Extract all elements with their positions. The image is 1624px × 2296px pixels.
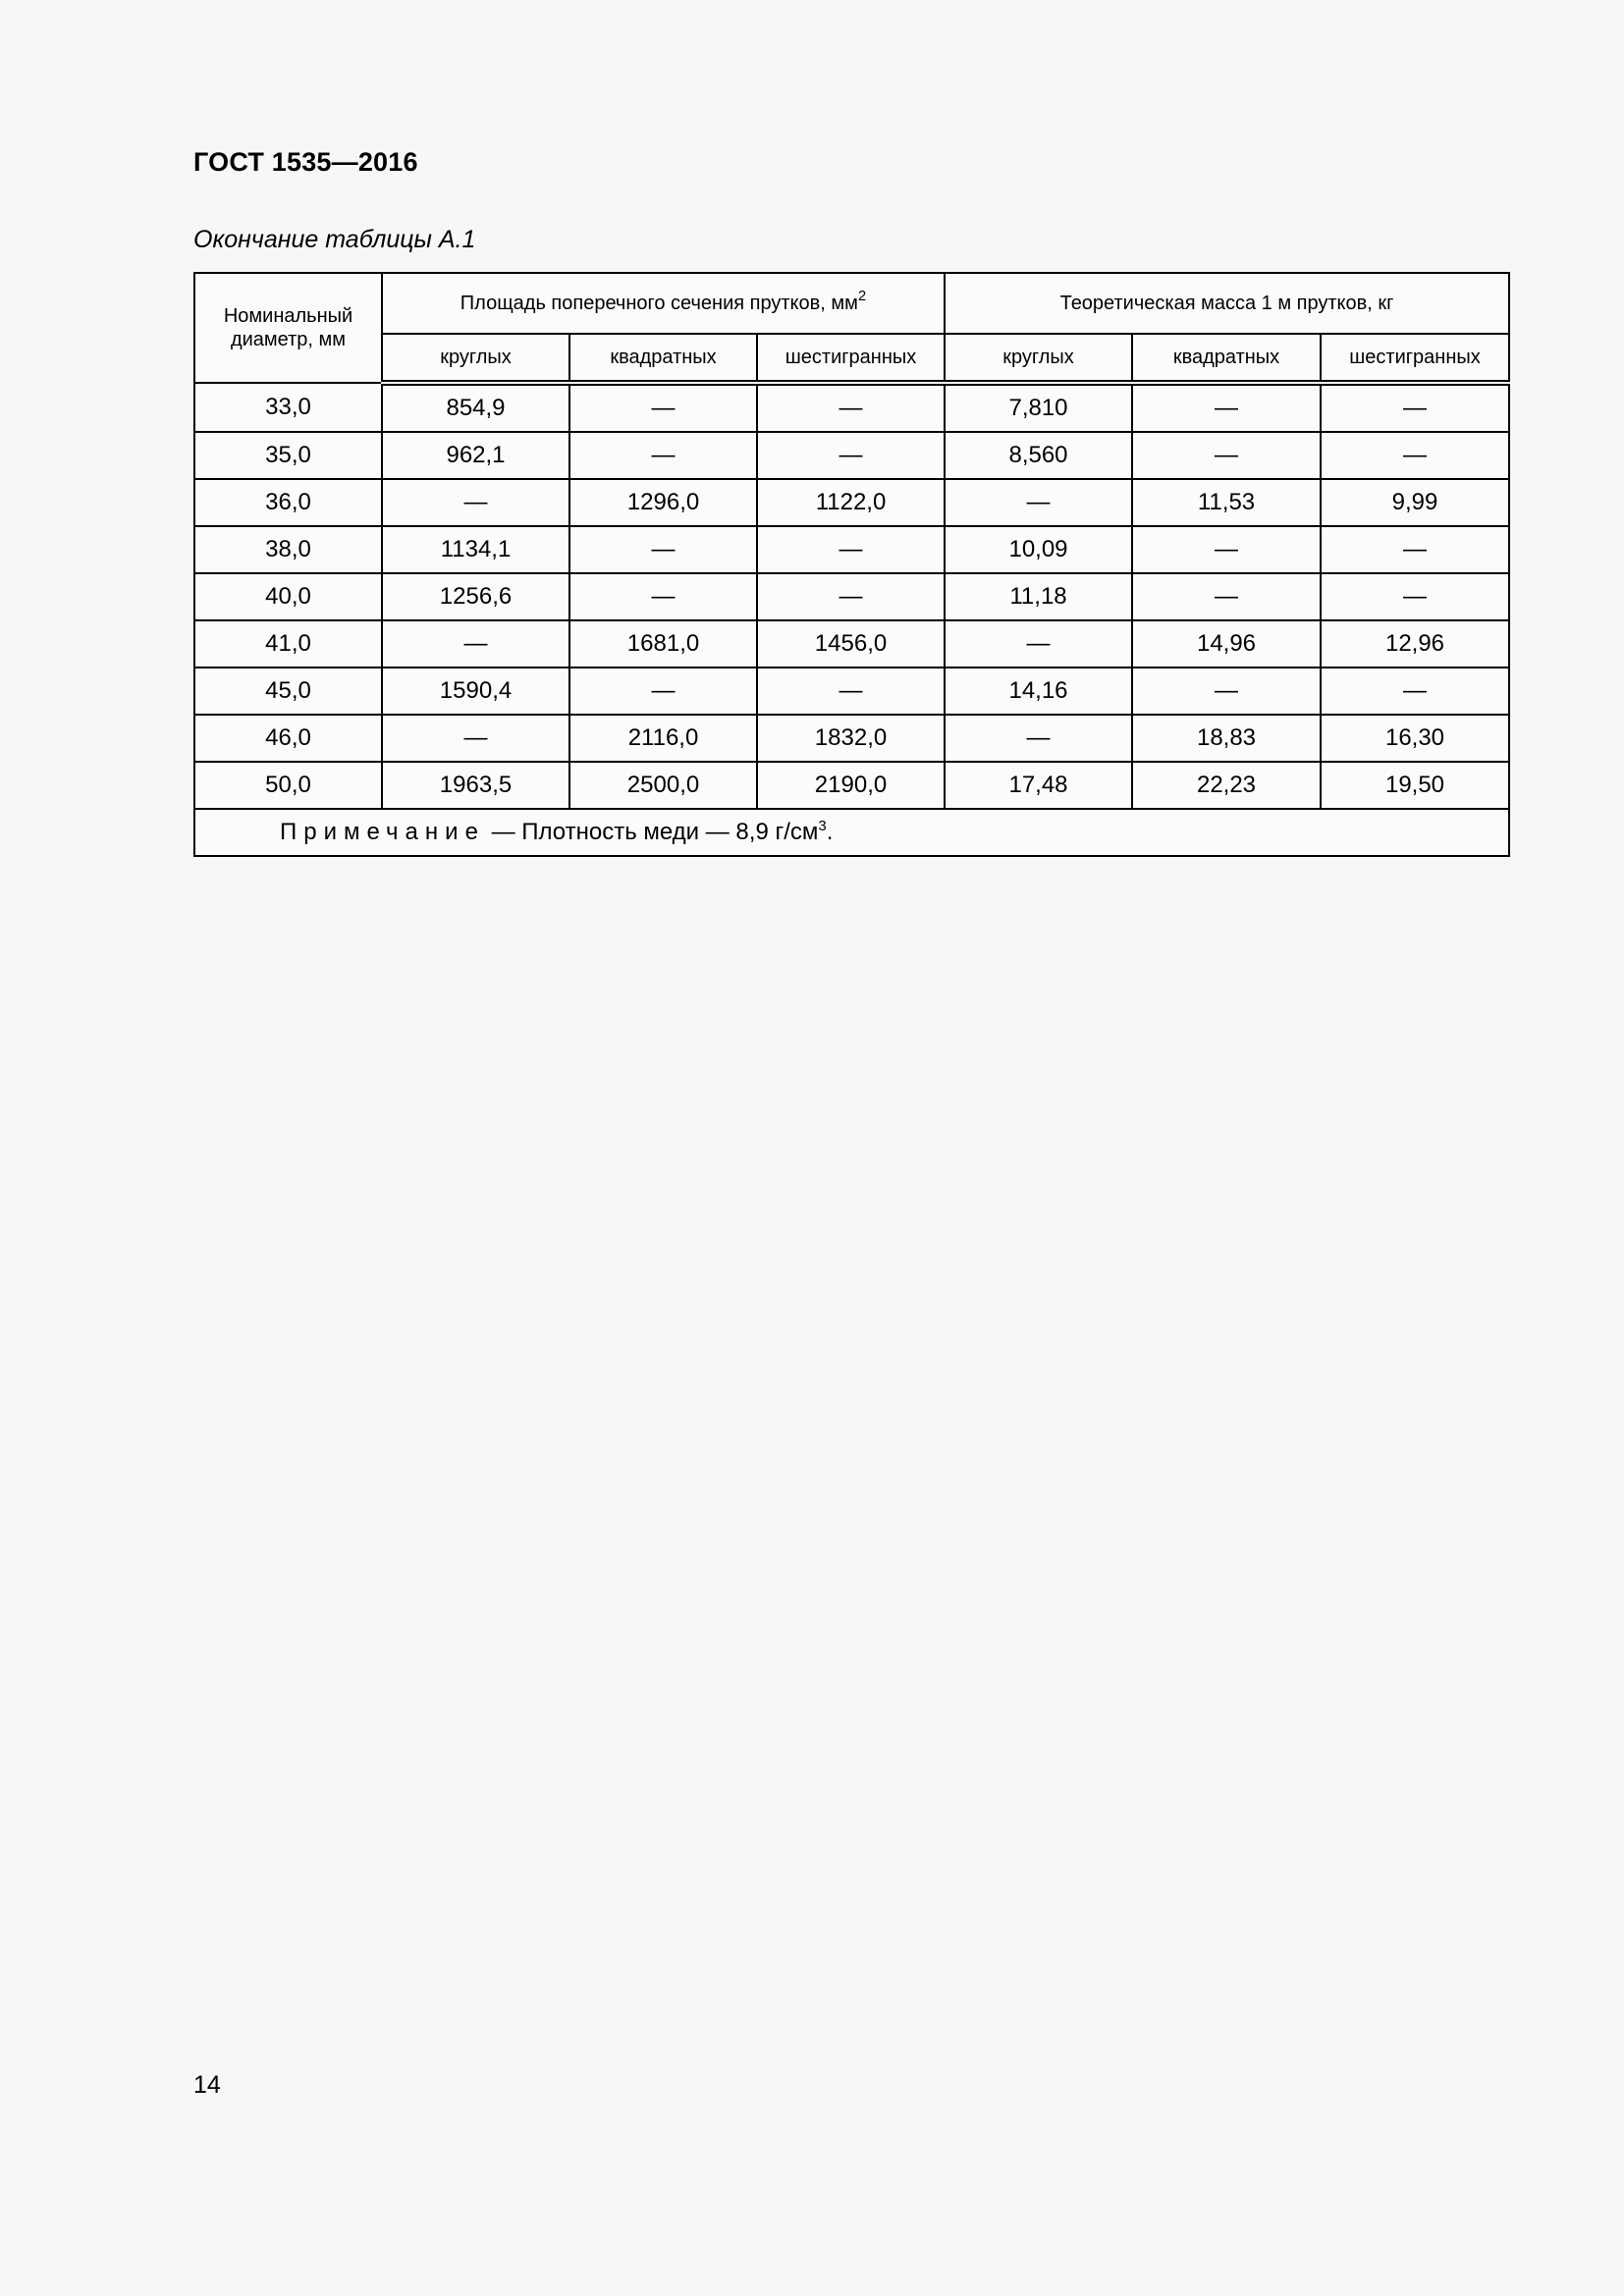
value-cell: — — [945, 620, 1132, 667]
value-cell: — — [945, 715, 1132, 762]
subheader-cell: шестигранных — [1321, 334, 1509, 383]
value-cell: — — [1321, 432, 1509, 479]
value-cell: 8,560 — [945, 432, 1132, 479]
table-row — [194, 620, 1509, 667]
note-text: — Плотность меди — 8,9 г/см — [484, 819, 819, 845]
table-row — [194, 526, 1509, 573]
table-row — [194, 715, 1509, 762]
data-table — [193, 272, 1510, 857]
value-cell: — — [1132, 573, 1321, 620]
value-cell: — — [382, 620, 569, 667]
value-cell: 2500,0 — [569, 762, 757, 809]
value-cell: 22,23 — [1132, 762, 1321, 809]
diameter-cell: 38,0 — [194, 526, 382, 573]
table-row — [194, 573, 1509, 620]
header-area-text: Площадь поперечного сечения прутков, мм — [460, 293, 858, 314]
subheader-cell: квадратных — [569, 334, 757, 383]
diameter-cell: 35,0 — [194, 432, 382, 479]
value-cell: 9,99 — [1321, 479, 1509, 526]
value-cell: 1122,0 — [757, 479, 945, 526]
value-cell: — — [1321, 667, 1509, 715]
diameter-cell: 36,0 — [194, 479, 382, 526]
diameter-cell: 40,0 — [194, 573, 382, 620]
diameter-cell: 33,0 — [194, 383, 382, 432]
document-id: ГОСТ 1535—2016 — [193, 147, 418, 177]
header-mass-group: Теоретическая масса 1 м прутков, кг — [945, 273, 1509, 334]
value-cell: 1963,5 — [382, 762, 569, 809]
table-row — [194, 667, 1509, 715]
value-cell: — — [1132, 526, 1321, 573]
value-cell: 962,1 — [382, 432, 569, 479]
value-cell: — — [569, 383, 757, 432]
value-cell: 1256,6 — [382, 573, 569, 620]
header-area-group — [382, 273, 945, 334]
value-cell: 1296,0 — [569, 479, 757, 526]
subheader-cell: круглых — [945, 334, 1132, 383]
value-cell: — — [569, 573, 757, 620]
table-row — [194, 432, 1509, 479]
value-cell: 14,96 — [1132, 620, 1321, 667]
value-cell: 12,96 — [1321, 620, 1509, 667]
value-cell: — — [1321, 383, 1509, 432]
value-cell: — — [757, 526, 945, 573]
table-row — [194, 479, 1509, 526]
value-cell: — — [569, 526, 757, 573]
value-cell: 18,83 — [1132, 715, 1321, 762]
table-body — [194, 383, 1509, 809]
value-cell: 7,810 — [945, 383, 1132, 432]
value-cell: 19,50 — [1321, 762, 1509, 809]
value-cell: 2190,0 — [757, 762, 945, 809]
note-label: Примечание — [280, 819, 485, 845]
table-caption: Окончание таблицы А.1 — [193, 226, 476, 253]
value-cell: — — [757, 667, 945, 715]
value-cell: — — [569, 432, 757, 479]
diameter-cell: 41,0 — [194, 620, 382, 667]
value-cell: — — [1132, 383, 1321, 432]
value-cell: 1590,4 — [382, 667, 569, 715]
value-cell: — — [1132, 667, 1321, 715]
value-cell: — — [382, 479, 569, 526]
value-cell: — — [1321, 526, 1509, 573]
value-cell: — — [1132, 432, 1321, 479]
header-area-sup: 2 — [857, 288, 867, 304]
value-cell: 17,48 — [945, 762, 1132, 809]
value-cell: 854,9 — [382, 383, 569, 432]
value-cell: 11,53 — [1132, 479, 1321, 526]
diameter-cell: 45,0 — [194, 667, 382, 715]
value-cell: 10,09 — [945, 526, 1132, 573]
value-cell: 16,30 — [1321, 715, 1509, 762]
value-cell: — — [945, 479, 1132, 526]
diameter-cell: 50,0 — [194, 762, 382, 809]
value-cell: — — [569, 667, 757, 715]
subheader-cell: шестигранных — [757, 334, 945, 383]
note-cell — [194, 809, 1509, 856]
value-cell: 1832,0 — [757, 715, 945, 762]
value-cell: 14,16 — [945, 667, 1132, 715]
value-cell: — — [1321, 573, 1509, 620]
note-row — [194, 809, 1509, 856]
diameter-cell: 46,0 — [194, 715, 382, 762]
page-number: 14 — [193, 2071, 221, 2099]
header-diameter: Номинальный диаметр, мм — [194, 273, 382, 383]
value-cell: 11,18 — [945, 573, 1132, 620]
value-cell: 1681,0 — [569, 620, 757, 667]
table-row — [194, 762, 1509, 809]
value-cell: 1456,0 — [757, 620, 945, 667]
note-sup: 3 — [818, 818, 827, 834]
value-cell: — — [382, 715, 569, 762]
subheader-cell: круглых — [382, 334, 569, 383]
value-cell: — — [757, 383, 945, 432]
header-row-1 — [194, 273, 1509, 334]
subheader-cell: квадратных — [1132, 334, 1321, 383]
value-cell: — — [757, 432, 945, 479]
table-row — [194, 383, 1509, 432]
value-cell: — — [757, 573, 945, 620]
note-end: . — [826, 819, 834, 845]
value-cell: 1134,1 — [382, 526, 569, 573]
header-row-2 — [194, 334, 1509, 383]
value-cell: 2116,0 — [569, 715, 757, 762]
